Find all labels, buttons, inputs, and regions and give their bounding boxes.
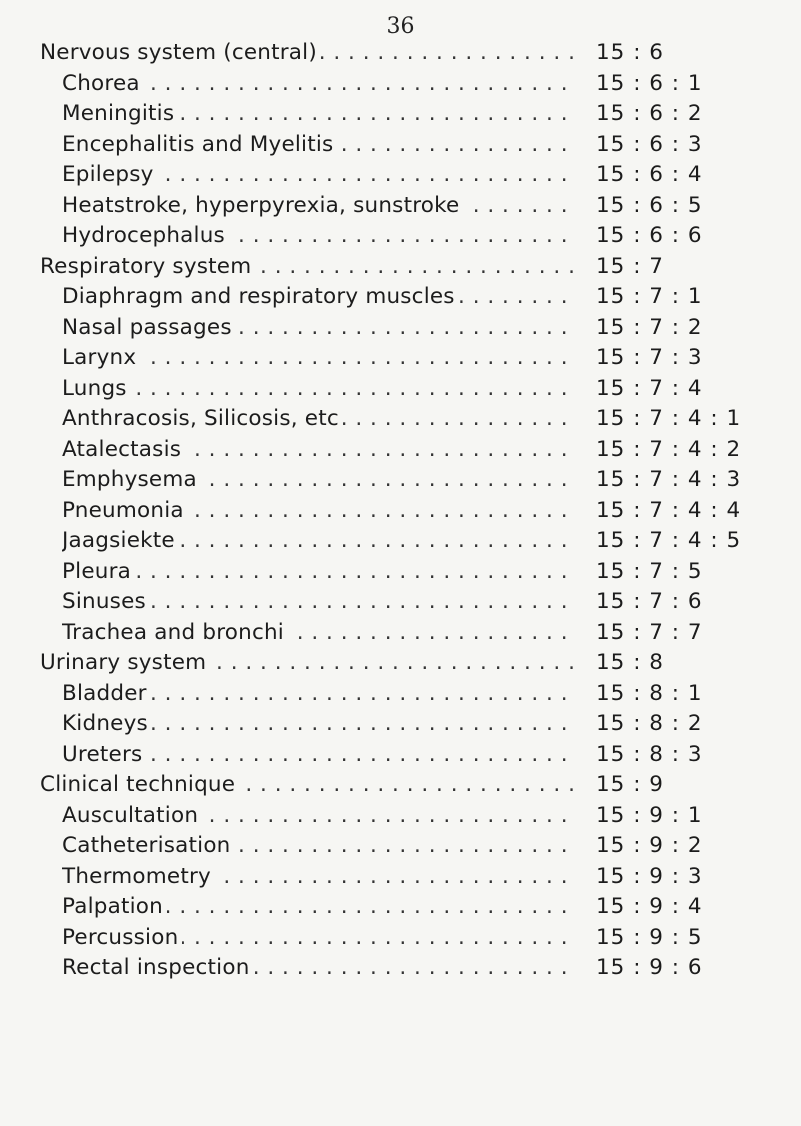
index-entry-label-text: Pneumonia	[62, 498, 188, 523]
index-entry-code: 15 : 8 : 2	[596, 711, 703, 736]
index-entry-label-text: Heatstroke, hyperpyrexia, sunstroke	[62, 193, 463, 218]
index-entry-label-text: Diaphragm and respiratory muscles	[62, 284, 459, 309]
index-entry-label	[62, 435, 577, 466]
index-entry-code: 15 : 9 : 6	[596, 955, 703, 980]
index-entry-label-text: Anthracosis, Silicosis, etc	[62, 406, 343, 431]
index-entry-label	[62, 587, 577, 618]
index-entry	[0, 160, 801, 191]
index-entry-label-text: Sinuses	[62, 589, 150, 614]
index-entry-label-text: Respiratory system	[40, 254, 255, 279]
index-entry-label	[62, 526, 577, 557]
index-entry-code: 15 : 9 : 3	[596, 863, 703, 889]
index-entry-code: 15 : 7 : 3	[596, 345, 703, 370]
index-entry-code: 15 : 9 : 4	[596, 894, 703, 919]
index-entry	[0, 191, 801, 222]
index-entry-label-text: Epilepsy	[62, 162, 158, 187]
index-entry	[0, 892, 801, 923]
index-entry-label	[62, 740, 577, 771]
index-entry	[0, 99, 801, 130]
index-entry	[0, 221, 801, 252]
index-entry	[0, 831, 801, 862]
index-entry-label	[62, 130, 577, 161]
index-entry-label	[62, 831, 577, 862]
index-entry-label	[62, 221, 577, 252]
index-entry-label-text: Auscultation	[62, 803, 202, 828]
index-entry	[0, 343, 801, 374]
index-entry-label-text: Larynx	[62, 345, 140, 370]
index-entry-code: 15 : 6 : 4	[596, 162, 703, 187]
index-entry-label	[62, 374, 577, 405]
index-entry	[0, 770, 801, 801]
index-entry	[0, 709, 801, 740]
index-entry-code: 15 : 7 : 5	[596, 558, 703, 584]
index-entry-label-text: Bladder	[62, 681, 151, 706]
index-entry-label-text: Palpation	[62, 894, 167, 919]
index-entry-code: 15 : 6 : 3	[596, 131, 703, 157]
index-entry-code: 15 : 7	[596, 253, 664, 279]
index-entry-label	[62, 69, 577, 100]
index-entry-label-text: Lungs	[62, 376, 131, 401]
index-entry-label-text: Pleura	[62, 559, 135, 584]
index-entry-code: 15 : 7 : 4 : 1	[596, 406, 742, 431]
index-list	[0, 38, 801, 984]
index-entry-code: 15 : 9	[596, 772, 664, 797]
index-entry	[0, 557, 801, 588]
index-entry	[0, 526, 801, 557]
index-entry	[0, 740, 801, 771]
index-entry	[0, 618, 801, 649]
index-entry-label	[62, 923, 577, 954]
index-entry-code: 15 : 7 : 4 : 3	[596, 467, 742, 492]
index-entry-label-text: Trachea and bronchi	[62, 620, 288, 645]
index-entry-label	[62, 953, 577, 984]
index-entry-label	[62, 465, 577, 496]
index-entry-label-text: Jaagsiekte	[62, 528, 179, 553]
index-entry	[0, 404, 801, 435]
index-entry	[0, 587, 801, 618]
index-entry	[0, 496, 801, 527]
index-entry-label	[62, 679, 577, 710]
index-entry-code: 15 : 8 : 1	[596, 680, 703, 706]
page-number: 36	[386, 14, 415, 39]
index-entry-code: 15 : 6 : 2	[596, 101, 703, 126]
index-entry-label	[40, 770, 577, 801]
index-entry-label	[40, 252, 577, 283]
index-entry-code: 15 : 7 : 4 : 2	[596, 436, 742, 462]
index-entry-label	[62, 282, 577, 313]
index-entry-label-text: Hydrocephalus	[62, 223, 229, 248]
index-entry-label-text: Percussion	[62, 925, 182, 950]
index-entry-label-text: Atalectasis	[62, 437, 185, 462]
index-entry-code: 15 : 8	[596, 650, 664, 675]
index-entry-label-text: Nasal passages	[62, 315, 236, 340]
index-entry-label	[62, 557, 577, 588]
index-entry-label	[62, 313, 577, 344]
index-entry	[0, 38, 801, 69]
index-entry	[0, 923, 801, 954]
index-entry-label	[62, 862, 577, 893]
index-entry-label	[62, 496, 577, 527]
index-entry	[0, 69, 801, 100]
index-entry-label-text: Catheterisation	[62, 833, 235, 858]
index-entry	[0, 374, 801, 405]
index-entry	[0, 648, 801, 679]
index-entry-label	[62, 191, 577, 222]
index-entry-label	[62, 343, 577, 374]
index-entry	[0, 465, 801, 496]
index-entry	[0, 252, 801, 283]
index-entry-label	[62, 618, 577, 649]
index-entry-code: 15 : 7 : 4	[596, 375, 703, 401]
index-entry	[0, 435, 801, 466]
index-entry-label	[62, 709, 577, 740]
index-entry	[0, 282, 801, 313]
index-entry-label-text: Meningitis	[62, 101, 178, 126]
index-entry-code: 15 : 6 : 1	[596, 70, 703, 96]
index-entry	[0, 801, 801, 832]
index-entry-code: 15 : 9 : 5	[596, 924, 703, 950]
index-entry-label-text: Emphysema	[62, 467, 201, 492]
index-entry-code: 15 : 7 : 1	[596, 284, 703, 309]
index-entry-label	[62, 160, 577, 191]
index-entry	[0, 130, 801, 161]
index-entry-label-text: Thermometry	[62, 864, 215, 889]
index-entry-label-text: Ureters	[62, 742, 146, 767]
index-entry-code: 15 : 6 : 6	[596, 223, 703, 248]
index-entry	[0, 862, 801, 893]
index-entry-label-text: Urinary system	[40, 650, 210, 675]
index-entry-label-text: Kidneys	[62, 711, 152, 736]
index-entry	[0, 679, 801, 710]
index-entry-label-text: Chorea	[62, 71, 144, 96]
index-entry-code: 15 : 9 : 1	[596, 802, 703, 828]
index-entry-code: 15 : 7 : 6	[596, 589, 703, 614]
index-entry	[0, 313, 801, 344]
index-entry-code: 15 : 7 : 4 : 5	[596, 528, 742, 553]
index-entry-code: 15 : 6	[596, 40, 664, 65]
index-entry-label-text: Rectal inspection	[62, 955, 254, 980]
index-entry-label	[62, 801, 577, 832]
index-entry-label-text: Clinical technique	[40, 772, 239, 797]
index-entry-code: 15 : 7 : 2	[596, 314, 703, 340]
index-entry-code: 15 : 7 : 4 : 4	[596, 497, 742, 523]
index-entry-code: 15 : 9 : 2	[596, 833, 703, 858]
index-entry-label	[62, 404, 577, 435]
index-entry-code: 15 : 8 : 3	[596, 741, 703, 767]
index-entry-label	[62, 892, 577, 923]
index-entry	[0, 953, 801, 984]
index-entry-label	[40, 648, 577, 679]
index-entry-code: 15 : 6 : 5	[596, 192, 703, 218]
index-entry-label-text: Encephalitis and Myelitis	[62, 132, 337, 157]
index-entry-label	[40, 38, 577, 69]
index-entry-label	[62, 99, 577, 130]
index-entry-code: 15 : 7 : 7	[596, 619, 703, 645]
index-entry-label-text: Nervous system (central)	[40, 40, 321, 65]
